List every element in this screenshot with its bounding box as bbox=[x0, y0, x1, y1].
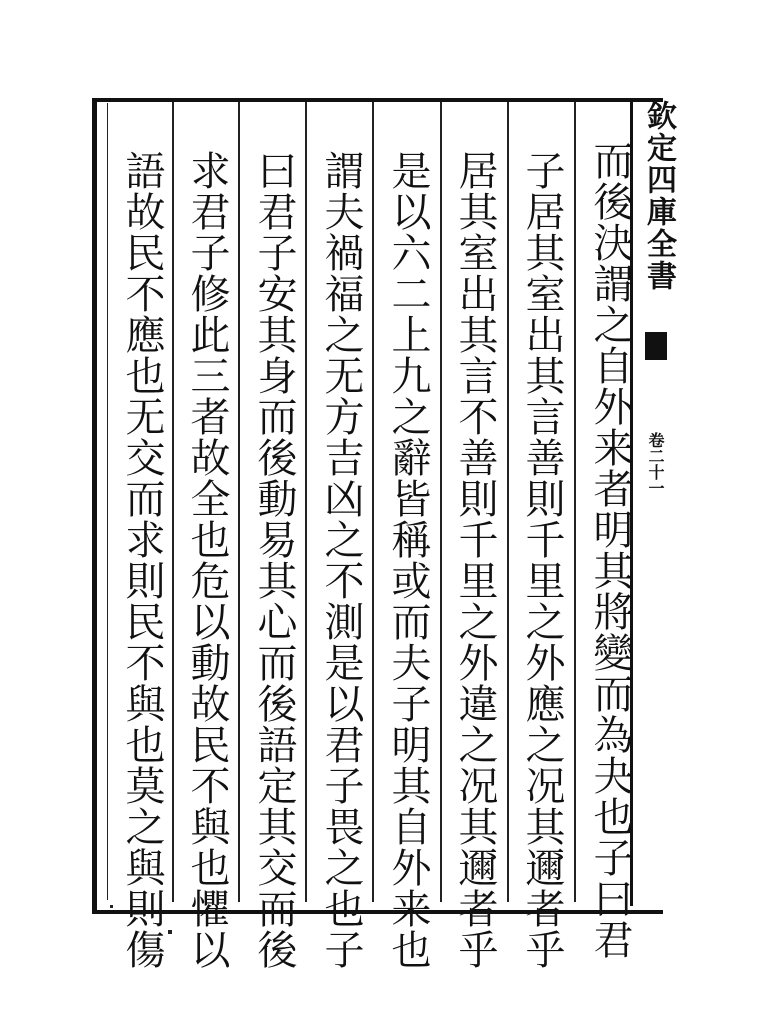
fishtail-mark bbox=[645, 332, 667, 360]
column-divider bbox=[372, 102, 374, 902]
column-divider bbox=[507, 102, 509, 902]
frame-inner-line bbox=[107, 103, 108, 900]
scan-speck bbox=[168, 930, 172, 934]
text-column-6: 曰君子安其身而後動易其心而後語定其交而後 bbox=[251, 150, 297, 970]
text-column-4: 是以六二上九之辭皆稱或而夫子明其自外来也 bbox=[385, 150, 431, 970]
column-divider bbox=[440, 102, 442, 902]
column-divider bbox=[172, 102, 174, 902]
text-column-2: 子居其室出其言善則千里之外應之况其邇者乎 bbox=[519, 150, 565, 970]
volume-label: 卷二十一 bbox=[646, 432, 665, 496]
book-title: 欽定四庫全書 bbox=[641, 100, 676, 292]
column-divider bbox=[305, 102, 307, 902]
scan-speck bbox=[110, 905, 113, 908]
text-column-8: 語故民不應也无交而求則民不與也莫之與則傷 bbox=[119, 150, 165, 970]
text-column-3: 居其室出其言不善則千里之外違之况其邇者乎 bbox=[452, 150, 498, 970]
text-column-7: 求君子修此三者故全也危以動故民不與也懼以 bbox=[184, 150, 230, 970]
text-column-1: 而後決謂之自外来者明其將變而為夬也子曰君 bbox=[587, 140, 633, 960]
text-column-5: 謂夫禍福之无方吉凶之不測是以君子畏之也子 bbox=[318, 150, 364, 970]
column-divider bbox=[238, 102, 240, 902]
column-divider bbox=[574, 102, 576, 902]
